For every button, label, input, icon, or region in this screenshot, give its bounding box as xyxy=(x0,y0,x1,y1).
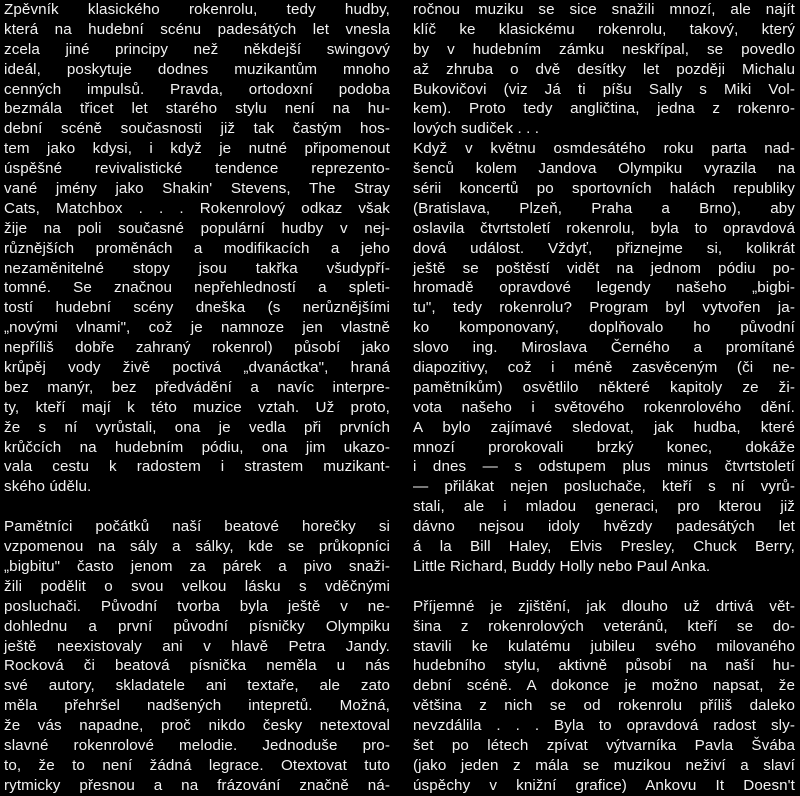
text-line: stali, ale i mladou generaci, pro kterou již xyxy=(413,498,795,516)
text-line: krůčcích na hudebním pódiu, ona jim ukazo- xyxy=(4,438,390,456)
left-paragraph-2 xyxy=(4,517,390,795)
text-line: ještě se poštěstí vidět na jednom pódiu po- xyxy=(413,259,795,277)
text-line: žije na poli současné populární hudby v nej- xyxy=(4,219,390,237)
text-line: ještě neexistovaly ani v hlavě Petra Jandy. xyxy=(4,637,390,655)
text-line: úspěšné revivalistické tendence reprezento- xyxy=(4,160,390,178)
text-line: Pamětníci počátků naší beatové horečky si xyxy=(4,518,390,536)
text-line: pamětníkům) osvětlilo některé kapitoly ze ži- xyxy=(413,378,795,396)
text-line: „bigbitu" často jenom za párek a pivo snaži- xyxy=(4,557,390,575)
right-column xyxy=(413,0,795,796)
text-line: zcela jiné principy než někdejší swingový xyxy=(4,40,390,58)
text-line: Příjemné je zjištění, jak dlouho už drtivá vět- xyxy=(413,597,795,615)
right-paragraph-2 xyxy=(413,139,795,577)
text-line: klíč ke klasickému rokenrolu, takový, který xyxy=(413,20,795,38)
text-line: Little Richard, Buddy Holly nebo Paul Anka. xyxy=(413,557,711,575)
text-line: hudebního stylu, aktivně působí na naší hu- xyxy=(413,657,795,675)
text-line: vala cestu k radostem i strastem muzikant- xyxy=(4,458,390,476)
text-line: krůpěj vody živě poctivá „dvanáctka", hraná xyxy=(4,359,390,377)
text-line: i dnes — s odstupem plus minus čtvrtstoletí xyxy=(413,458,795,476)
text-line: dávno nejsou idoly hvězdy padesátých let xyxy=(413,518,795,536)
paragraph-gap xyxy=(4,497,390,517)
text-line: Cats, Matchbox . . . Rokenrolový odkaz však xyxy=(4,199,390,217)
text-line: šet po létech zpívat výtvarníka Pavla Švába xyxy=(413,736,795,754)
text-line: úspěchy v knižní grafice) Ankovu It Doesn't xyxy=(413,776,795,794)
text-line: — přilákat nejen posluchače, kteří s ní vyrů- xyxy=(413,478,795,496)
text-line: A bylo zajímavé sledovat, jak hudba, které xyxy=(413,418,795,436)
text-line: rytmicky přesnou a na frázování značně ná- xyxy=(4,776,390,794)
text-line: Bukovičovi (viz Já ti píšu Sally s Miki Vol- xyxy=(413,80,795,98)
text-line: žili podělit o svou velkou lásku s vděčnými xyxy=(4,577,390,595)
text-line: „novými vlnami", což je namnoze jen vlastně xyxy=(4,319,390,337)
text-line: Zpěvník klasického rokenrolu, tedy hudby, xyxy=(4,1,390,18)
text-line: hromadě opravdové legendy našeho „bigbi- xyxy=(413,279,795,297)
text-line: své autory, skladatele ani textaře, ale zato xyxy=(4,677,390,695)
text-line: šina z rokenrolových veteránů, kteří se do- xyxy=(413,617,795,635)
text-line: Rocková či beatová písnička neměla u nás xyxy=(4,657,390,675)
text-line: Když v květnu osmdesátého roku parta nad- xyxy=(413,140,795,158)
text-line: (Bratislava, Plzeň, Praha a Brno), aby xyxy=(413,199,795,217)
text-line: mnozí prorokovali brzký konec, dokáže xyxy=(413,438,795,456)
text-line: slavné rokenrolové melodie. Jednoduše pro- xyxy=(4,736,390,754)
text-line: dová událost. Vždyť, přiznejme si, kolikrát xyxy=(413,239,795,257)
text-line: která na hudební scénu padesátých let vnesla xyxy=(4,20,390,38)
text-line: bez manýr, bez předvádění a navíc interpre- xyxy=(4,378,390,396)
text-line: nezaměnitelné stopy jsou takřka všudypří- xyxy=(4,259,390,277)
text-line: vané jmény jako Shakin' Stevens, The Stray xyxy=(4,180,390,198)
text-line: dební scéně. A dokonce je možno napsat, že xyxy=(413,677,795,695)
text-line: slovo ing. Miroslava Černého a promítané xyxy=(413,339,795,357)
text-line: vota našeho i světového rokenrolového dění. xyxy=(413,398,795,416)
text-line: to, že to není žádná legrace. Otextovat tuto xyxy=(4,756,390,774)
text-line: že s ní vyrůstali, ona je vedla při prvních xyxy=(4,418,390,436)
text-line: posluchači. Původní tvorba byla ještě v ne- xyxy=(4,597,390,615)
text-line: tem jako kdysi, i když je nutné připomenout xyxy=(4,140,390,158)
text-line: tomné. Se značnou nepřehledností a spleti- xyxy=(4,279,390,297)
text-line: sérii koncertů po sportovních halách republiky xyxy=(413,180,795,198)
right-paragraph-1 xyxy=(413,0,795,139)
left-column xyxy=(4,0,390,796)
text-line: že vás napadne, proč nikdo česky netextoval xyxy=(4,717,390,735)
text-line: nevzdálila . . . Byla to opravdová radost sly- xyxy=(413,717,795,735)
text-line: á la Bill Haley, Elvis Presley, Chuck Berry, xyxy=(413,538,795,556)
text-line: dohlednu a první původní písničky Olympiku xyxy=(4,617,390,635)
text-line: kem). Proto tedy angličtina, jedna z rokenro- xyxy=(413,100,795,118)
text-line: bezmála třicet let starého stylu není na hu- xyxy=(4,100,390,118)
text-line: většina z nich se od rokenrolu příliš daleko xyxy=(413,697,795,715)
text-line: vzpomenou na sály a sálky, kde se průkopníci xyxy=(4,538,390,556)
text-line: měla přehršel nadšených intepretů. Možná, xyxy=(4,697,390,715)
right-paragraph-3 xyxy=(413,597,795,796)
text-line: dební scéně současnosti již tak častým hos- xyxy=(4,120,390,138)
text-line: ského údělu. xyxy=(4,478,92,496)
text-line: cenných impulsů. Pravda, ortodoxní podoba xyxy=(4,80,390,98)
text-line: diapozitivy, což i méně zasvěceným (či ne- xyxy=(413,359,795,377)
text-line: tostí hudební scény dneška (s nerůznějšími xyxy=(4,299,390,317)
text-line: ideál, poskytuje dodnes muzikantům mnoho xyxy=(4,60,390,78)
text-line: ročnou muziku se sice snažili mnozí, ale najít xyxy=(413,1,795,18)
left-paragraph-1 xyxy=(4,0,390,497)
text-line: šenců kolem Jandova Olympiku vyrazila na xyxy=(413,160,795,178)
text-line: různějších proměnách a modifikacích a jeho xyxy=(4,239,390,257)
text-line: lových sudiček . . . xyxy=(413,120,540,138)
text-line: (jako jeden z mála se muzikou neživí a slaví xyxy=(413,756,795,774)
text-line: tu", tedy rokenrolu? Program byl vytvořen ja- xyxy=(413,299,795,317)
text-line: by v hudebním zámku neskřípal, se povedlo xyxy=(413,40,795,58)
text-line: nepříliš dobře zahraný rokenrol) působí jako xyxy=(4,339,390,357)
text-line: až zhruba o dvě desítky let později Michalu xyxy=(413,60,795,78)
paragraph-gap xyxy=(413,577,795,597)
text-line: stavili ke kulatému jubileu svého milovaného xyxy=(413,637,795,655)
text-line: oslavila čtvrtstoletí rokenrolu, byla to opravdová xyxy=(413,219,795,237)
text-line: ty, kteří mají k této muzice vztah. Už proto, xyxy=(4,398,390,416)
text-line: ko komponovaný, doplňovalo ho původní xyxy=(413,319,795,337)
